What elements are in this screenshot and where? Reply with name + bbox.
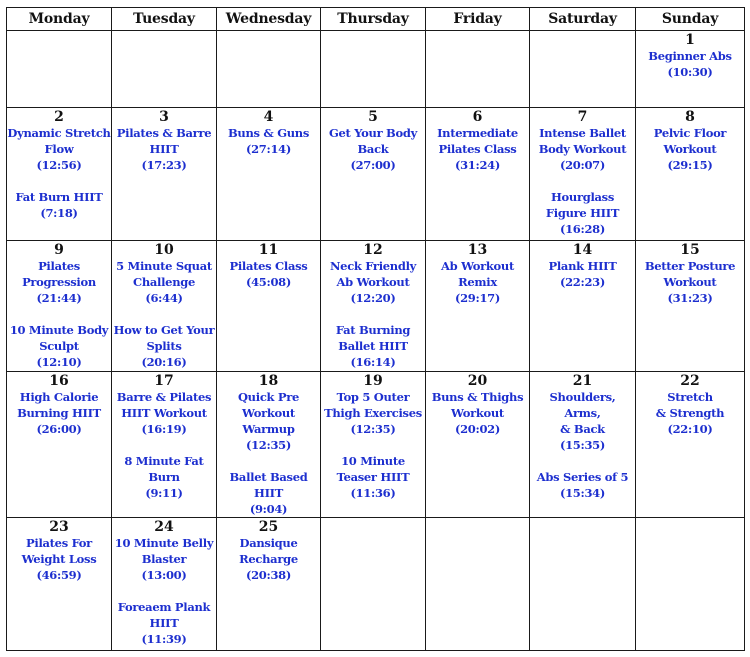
day-cell-6 (426, 108, 530, 241)
day-cell-5 (321, 108, 426, 241)
workout-entry: Top 5 Outer Thigh Exercises (12:35) (324, 390, 422, 436)
entry-spacer (321, 437, 425, 453)
day-number: 1 (685, 32, 695, 48)
day-cell-8 (636, 108, 745, 241)
entry-spacer (530, 453, 635, 469)
weekday-friday: Friday (426, 8, 530, 31)
day-cell-22 (636, 372, 745, 518)
empty-day-cell (636, 518, 745, 651)
workout-entry: Pelvic Floor Workout (29:15) (653, 126, 727, 172)
workout-entry: Better Posture Workout (31:23) (644, 259, 736, 305)
weekday-monday: Monday (7, 8, 112, 31)
day-number: 7 (577, 109, 588, 125)
empty-day-cell (321, 31, 426, 108)
workout-entry: Neck Friendly Ab Workout (12:20) (329, 259, 417, 305)
day-number: 5 (368, 109, 378, 125)
workout-entry: Intense Ballet Body Workout (20:07) (538, 126, 627, 172)
weekday-sunday: Sunday (636, 8, 745, 31)
entry-spacer (530, 173, 635, 189)
day-number: 4 (263, 109, 274, 125)
workout-entry: Ab Workout Remix (29:17) (441, 259, 514, 305)
day-number: 18 (258, 373, 279, 389)
day-cell-1 (636, 31, 745, 108)
empty-day-cell (321, 518, 426, 651)
workout-entry: Abs Series of 5 (15:34) (536, 470, 629, 500)
day-number: 23 (49, 519, 69, 535)
day-cell-2 (7, 108, 112, 241)
workout-entry: Intermediate Pilates Class (31:24) (437, 126, 518, 172)
day-cell-7 (530, 108, 636, 241)
week-row-4 (7, 372, 745, 518)
workout-entry: Buns & Thighs Workout (20:02) (431, 390, 524, 436)
weekday-saturday: Saturday (530, 8, 636, 31)
week-row-5 (7, 518, 745, 651)
empty-day-cell (426, 518, 530, 651)
entry-spacer (217, 453, 320, 469)
workout-entry: Pilates For Weight Loss (46:59) (21, 536, 97, 582)
week-row-1 (7, 31, 745, 108)
day-cell-4 (217, 108, 321, 241)
workout-entry: Pilates Class (45:08) (229, 259, 308, 289)
weekday-wednesday: Wednesday (217, 8, 321, 31)
day-cell-9 (7, 241, 112, 372)
day-cell-15 (636, 241, 745, 372)
workout-entry: Buns & Guns (27:14) (227, 126, 310, 156)
workout-entry: High Calorie Burning HIIT (26:00) (17, 390, 101, 436)
entry-spacer (112, 437, 216, 453)
day-cell-18 (217, 372, 321, 518)
week-row-2 (7, 108, 745, 241)
workout-entry: Hourglass Figure HIIT (16:28) (545, 190, 620, 236)
day-number: 11 (258, 242, 279, 258)
day-number: 17 (154, 373, 174, 389)
day-cell-17 (112, 372, 217, 518)
day-number: 3 (159, 109, 169, 125)
day-number: 15 (680, 242, 700, 258)
workout-entry: Dynamic Stretch Flow (12:56) (7, 126, 111, 172)
workout-entry: Pilates & Barre HIIT (17:23) (116, 126, 212, 172)
entry-spacer (321, 306, 425, 322)
day-number: 9 (54, 242, 64, 258)
entry-spacer (7, 306, 111, 322)
day-number: 16 (49, 373, 69, 389)
workout-entry: Dansique Recharge (20:38) (239, 536, 298, 582)
day-number: 21 (572, 373, 593, 389)
workout-entry: Plank HIIT (22:23) (548, 259, 617, 289)
workout-entry: How to Get Your Splits (20:16) (113, 323, 215, 369)
empty-day-cell (530, 518, 636, 651)
day-cell-16 (7, 372, 112, 518)
workout-entry: Ballet Based HIIT (9:04) (229, 470, 308, 516)
day-number: 12 (363, 242, 383, 258)
workout-entry: Fat Burn HIIT (7:18) (15, 190, 103, 220)
day-number: 19 (363, 373, 383, 389)
weekday-tuesday: Tuesday (112, 8, 217, 31)
day-number: 10 (154, 242, 174, 258)
day-number: 24 (154, 519, 174, 535)
day-cell-21 (530, 372, 636, 518)
day-cell-14 (530, 241, 636, 372)
day-cell-10 (112, 241, 217, 372)
empty-day-cell (217, 31, 321, 108)
day-cell-23 (7, 518, 112, 651)
day-cell-20 (426, 372, 530, 518)
workout-entry: 10 Minute Body Sculpt (12:10) (9, 323, 109, 369)
empty-day-cell (426, 31, 530, 108)
day-cell-3 (112, 108, 217, 241)
empty-day-cell (530, 31, 636, 108)
entry-spacer (112, 583, 216, 599)
empty-day-cell (112, 31, 217, 108)
workout-entry: Get Your Body Back (27:00) (329, 126, 417, 172)
workout-entry: Pilates Progression (21:44) (22, 259, 96, 305)
week-row-3 (7, 241, 745, 372)
workout-entry: Quick Pre Workout Warmup (12:35) (237, 390, 300, 452)
day-number: 14 (572, 242, 593, 258)
day-number: 8 (685, 109, 695, 125)
workout-entry: 10 Minute Belly Blaster (13:00) (114, 536, 214, 582)
weekday-header-row (7, 8, 745, 31)
weekday-thursday: Thursday (321, 8, 426, 31)
workout-entry: Stretch & Strength (22:10) (655, 390, 725, 436)
day-number: 25 (258, 519, 279, 535)
day-number: 6 (472, 109, 483, 125)
workout-entry: Shoulders, Arms, & Back (15:35) (549, 390, 616, 452)
day-number: 22 (680, 373, 700, 389)
day-number: 13 (467, 242, 488, 258)
workout-entry: Barre & Pilates HIIT Workout (16:19) (116, 390, 212, 436)
entry-spacer (7, 173, 111, 189)
workout-entry: 5 Minute Squat Challenge (6:44) (116, 259, 212, 305)
day-cell-12 (321, 241, 426, 372)
day-cell-13 (426, 241, 530, 372)
workout-calendar (6, 7, 745, 651)
workout-entry: Fat Burning Ballet HIIT (16:14) (335, 323, 411, 369)
empty-day-cell (7, 31, 112, 108)
day-cell-19 (321, 372, 426, 518)
day-number: 20 (467, 373, 488, 389)
day-cell-11 (217, 241, 321, 372)
workout-entry: Beginner Abs (10:30) (648, 49, 732, 79)
day-number: 2 (54, 109, 64, 125)
workout-entry: 8 Minute Fat Burn (9:11) (124, 454, 204, 500)
day-cell-24 (112, 518, 217, 651)
day-cell-25 (217, 518, 321, 651)
workout-entry: 10 Minute Teaser HIIT (11:36) (336, 454, 410, 500)
entry-spacer (112, 306, 216, 322)
workout-entry: Foreaem Plank HIIT (11:39) (117, 600, 211, 646)
